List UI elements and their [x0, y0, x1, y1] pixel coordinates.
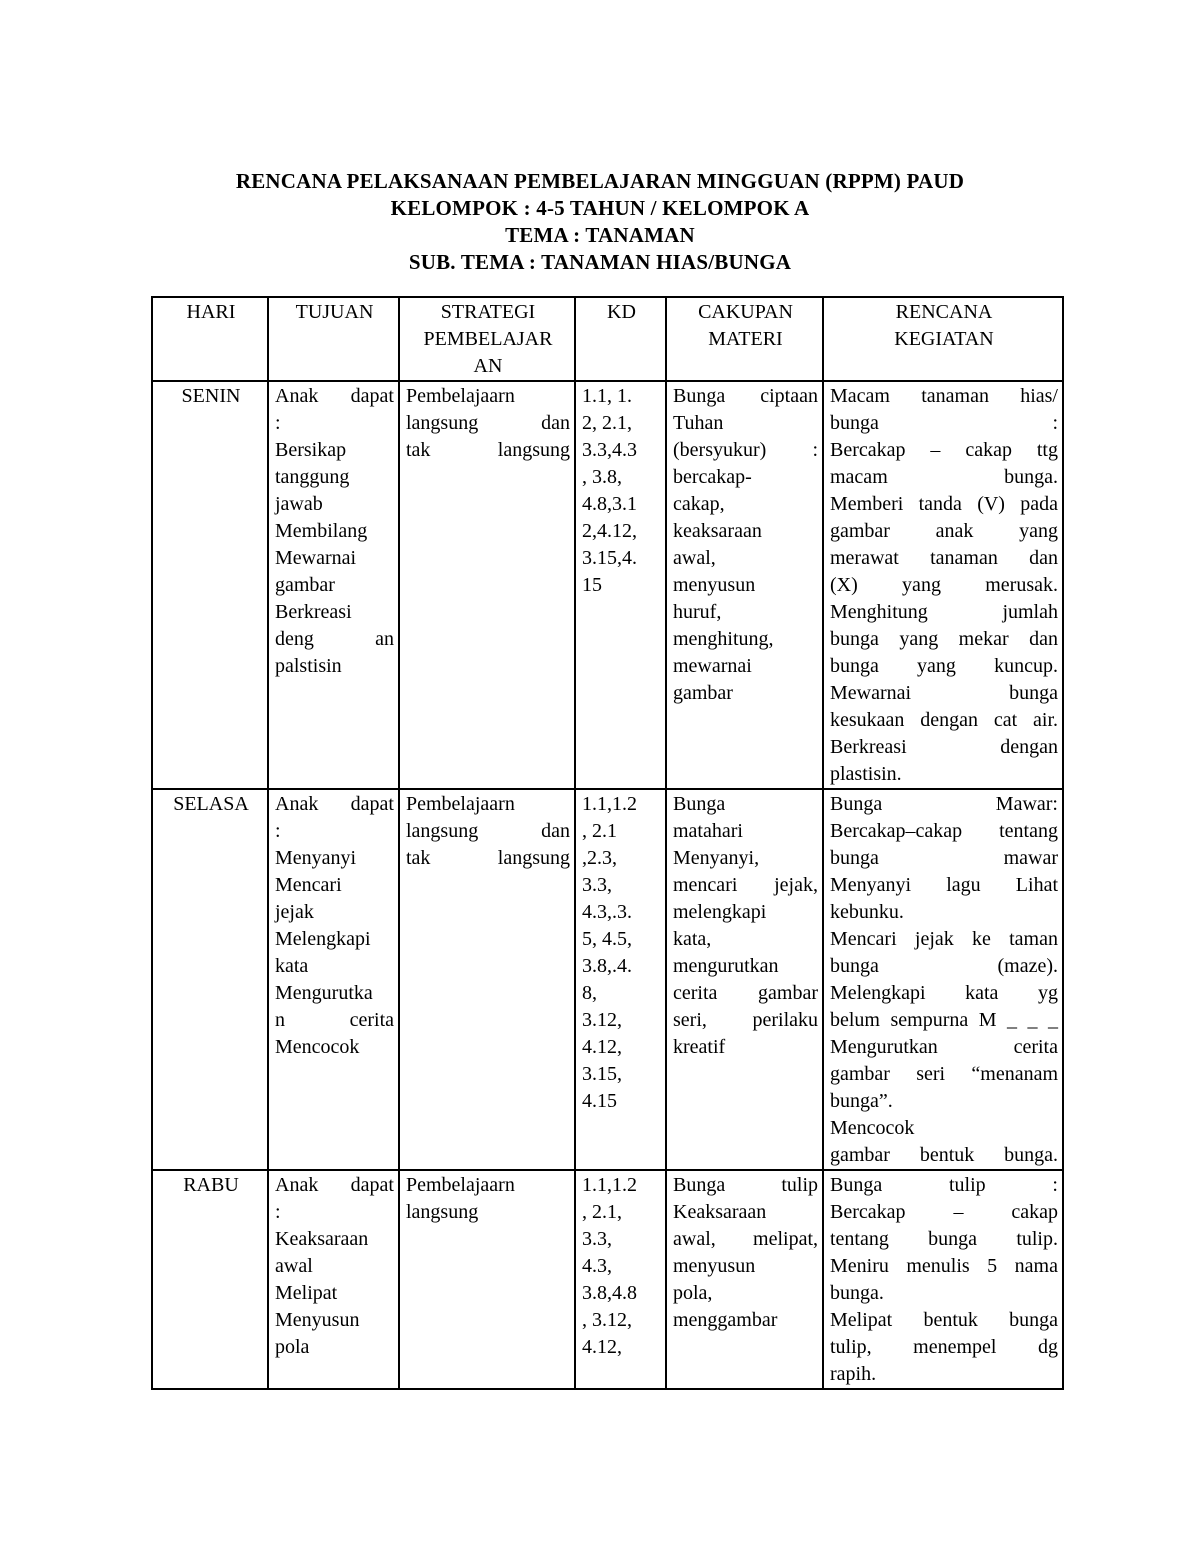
kd-line: 8,: [582, 982, 597, 1004]
cell-strategi: [399, 381, 575, 789]
rencana-line: tulip, menempel dg: [830, 1336, 1058, 1358]
tujuan-line: pola: [275, 1336, 310, 1358]
tujuan-line: Melipat: [275, 1282, 338, 1304]
kd-line: 4.3,.3.: [582, 901, 632, 923]
tujuan-line: gambar: [275, 574, 335, 596]
rencana-line: rapih.: [830, 1363, 877, 1385]
cakupan-line: Bunga ciptaan: [673, 385, 818, 407]
rencana-line: Bunga tulip :: [830, 1174, 1058, 1196]
rencana-line: Macam tanaman hias/: [830, 385, 1058, 407]
kd-line: 5, 4.5,: [582, 928, 632, 950]
kd-line: 4.3,: [582, 1255, 612, 1277]
rencana-line: Melipat bentuk bunga: [830, 1309, 1058, 1331]
cell-hari: RABU: [152, 1170, 268, 1389]
cakupan-line: menggambar: [673, 1309, 778, 1331]
cell-kd: [575, 789, 666, 1170]
tujuan-line: jawab: [275, 493, 323, 515]
kd-line: 1.1,1.2: [582, 1174, 637, 1196]
kd-line: 3.12,: [582, 1009, 622, 1031]
rencana-line: kesukaan dengan cat air.: [830, 709, 1058, 731]
cakupan-line: Menyanyi,: [673, 847, 760, 869]
tujuan-line: awal: [275, 1255, 313, 1277]
table-row: [152, 789, 1063, 1170]
kd-line: 2,4.12,: [582, 520, 637, 542]
rppm-table: [151, 296, 1064, 1390]
tujuan-line: kata: [275, 955, 309, 977]
cell-cakupan: [666, 381, 823, 789]
tujuan-line: Anak dapat: [275, 793, 394, 815]
cakupan-line: awal,: [673, 547, 716, 569]
cakupan-line: mengurutkan: [673, 955, 779, 977]
rencana-line: Mewarnai bunga: [830, 682, 1058, 704]
kd-line: , 3.12,: [582, 1309, 632, 1331]
kd-line: 4.15: [582, 1090, 617, 1112]
tujuan-line: palstisin: [275, 655, 342, 677]
cakupan-line: cakap,: [673, 493, 725, 515]
cakupan-line: Bunga tulip: [673, 1174, 818, 1196]
rencana-line: Bunga Mawar:: [830, 793, 1058, 815]
tujuan-line: Keaksaraan: [275, 1228, 369, 1250]
rencana-line: belum sempurna M _ _ _: [830, 1009, 1058, 1031]
cakupan-line: gambar: [673, 682, 733, 704]
header-strategi: STRATEGI PEMBELAJAR AN: [399, 297, 575, 381]
tujuan-line: Mencocok: [275, 1036, 360, 1058]
cakupan-line: melengkapi: [673, 901, 767, 923]
rencana-line: Mencari jejak ke taman: [830, 928, 1058, 950]
cakupan-line: bercakap-: [673, 466, 752, 488]
title-line-3: TEMA : TANAMAN: [505, 223, 695, 247]
rencana-line: Bercakap – cakap: [830, 1201, 1058, 1223]
cakupan-line: Bunga: [673, 793, 726, 815]
cell-strategi: [399, 1170, 575, 1389]
rencana-line: gambar seri “menanam: [830, 1063, 1058, 1085]
rencana-line: Mencocok: [830, 1117, 915, 1139]
tujuan-line: jejak: [275, 901, 314, 923]
header-cakupan: CAKUPAN MATERI: [666, 297, 823, 381]
kd-line: , 2.1,: [582, 1201, 622, 1223]
strategi-line: tak langsung: [406, 847, 570, 869]
cakupan-line: keaksaraan: [673, 520, 762, 542]
cakupan-line: mencari jejak,: [673, 874, 818, 896]
rencana-line: Mengurutkan cerita: [830, 1036, 1058, 1058]
cakupan-line: seri, perilaku: [673, 1009, 818, 1031]
rencana-line: bunga yang mekar dan: [830, 628, 1058, 650]
rencana-line: Memberi tanda (V) pada: [830, 493, 1058, 515]
table-header-row: [152, 297, 1063, 381]
tujuan-line: :: [275, 412, 281, 434]
rencana-line: Bercakap – cakap ttg: [830, 439, 1058, 461]
tujuan-line: Berkreasi: [275, 601, 352, 623]
cakupan-line: mewarnai: [673, 655, 752, 677]
rencana-line: Berkreasi dengan: [830, 736, 1058, 758]
cell-kd: [575, 381, 666, 789]
tujuan-line: :: [275, 1201, 281, 1223]
cell-tujuan: [268, 1170, 399, 1389]
rencana-line: macam bunga.: [830, 466, 1058, 488]
cakupan-line: huruf,: [673, 601, 722, 623]
tujuan-line: Membilang: [275, 520, 368, 542]
kd-line: 3.3,4.3: [582, 439, 637, 461]
kd-line: 1.1, 1.: [582, 385, 632, 407]
rencana-line: Menyanyi lagu Lihat: [830, 874, 1058, 896]
cakupan-line: menyusun: [673, 1255, 756, 1277]
rencana-line: bunga”.: [830, 1090, 893, 1112]
header-tujuan: TUJUAN: [268, 297, 399, 381]
tujuan-line: :: [275, 820, 281, 842]
tujuan-line: n cerita: [275, 1009, 394, 1031]
rencana-line: gambar bentuk bunga.: [830, 1144, 1058, 1166]
title-line-2: KELOMPOK : 4-5 TAHUN / KELOMPOK A: [390, 196, 810, 220]
cakupan-line: (bersyukur) :: [673, 439, 818, 461]
cell-tujuan: [268, 381, 399, 789]
kd-line: 2, 2.1,: [582, 412, 632, 434]
tujuan-line: Menyusun: [275, 1309, 360, 1331]
kd-line: 1.1,1.2: [582, 793, 637, 815]
tujuan-line: Mewarnai: [275, 547, 357, 569]
cakupan-line: pola,: [673, 1282, 713, 1304]
cakupan-line: matahari: [673, 820, 743, 842]
kd-line: , 2.1: [582, 820, 617, 842]
cell-cakupan: [666, 1170, 823, 1389]
rencana-line: gambar anak yang: [830, 520, 1058, 542]
cell-rencana: [823, 789, 1063, 1170]
cell-cakupan: [666, 789, 823, 1170]
kd-line: 4.8,3.1: [582, 493, 637, 515]
kd-line: 3.8,4.8: [582, 1282, 637, 1304]
kd-line: 15: [582, 574, 602, 596]
rencana-line: kebunku.: [830, 901, 904, 923]
cell-tujuan: [268, 789, 399, 1170]
tujuan-line: Mencari: [275, 874, 342, 896]
rencana-line: Meniru menulis 5 nama: [830, 1255, 1058, 1277]
tujuan-line: Anak dapat: [275, 1174, 394, 1196]
kd-line: 3.8,.4.: [582, 955, 632, 977]
kd-line: 3.15,4.: [582, 547, 637, 569]
tujuan-line: Bersikap: [275, 439, 347, 461]
kd-line: , 3.8,: [582, 466, 622, 488]
cell-strategi: [399, 789, 575, 1170]
rencana-line: Melengkapi kata yg: [830, 982, 1058, 1004]
tujuan-line: tanggung: [275, 466, 350, 488]
cakupan-line: kata,: [673, 928, 712, 950]
tujuan-line: Melengkapi: [275, 928, 371, 950]
strategi-line: Pembelajaarn: [406, 385, 515, 407]
document-title: [0, 168, 1200, 276]
cakupan-line: Keaksaraan: [673, 1201, 767, 1223]
cakupan-line: kreatif: [673, 1036, 726, 1058]
strategi-line: langsung dan: [406, 412, 570, 434]
kd-line: 4.12,: [582, 1336, 622, 1358]
cell-hari: SELASA: [152, 789, 268, 1170]
table-row: [152, 1170, 1063, 1389]
rencana-line: tentang bunga tulip.: [830, 1228, 1058, 1250]
table-row: [152, 381, 1063, 789]
kd-line: ,2.3,: [582, 847, 617, 869]
cell-kd: [575, 1170, 666, 1389]
rencana-line: Bercakap–cakap tentang: [830, 820, 1058, 842]
kd-line: 4.12,: [582, 1036, 622, 1058]
cakupan-line: menyusun: [673, 574, 756, 596]
cakupan-line: cerita gambar: [673, 982, 818, 1004]
kd-line: 3.15,: [582, 1063, 622, 1085]
rencana-line: bunga.: [830, 1282, 884, 1304]
rencana-line: merawat tanaman dan: [830, 547, 1058, 569]
tujuan-line: deng an: [275, 628, 394, 650]
strategi-line: Pembelajaarn: [406, 1174, 515, 1196]
rencana-line: bunga :: [830, 412, 1058, 434]
cell-hari: SENIN: [152, 381, 268, 789]
cakupan-line: awal, melipat,: [673, 1228, 818, 1250]
tujuan-line: Anak dapat: [275, 385, 394, 407]
rencana-line: plastisin.: [830, 763, 902, 785]
rencana-line: bunga yang kuncup.: [830, 655, 1058, 677]
cakupan-line: menghitung,: [673, 628, 774, 650]
title-line-4: SUB. TEMA : TANAMAN HIAS/BUNGA: [408, 250, 792, 274]
strategi-line: langsung: [406, 1201, 479, 1223]
cell-rencana: [823, 381, 1063, 789]
rencana-line: (X) yang merusak.: [830, 574, 1058, 596]
title-line-1: RENCANA PELAKSANAAN PEMBELAJARAN MINGGUAN (RPPM) PAUD: [235, 169, 965, 193]
cell-rencana: [823, 1170, 1063, 1389]
strategi-line: langsung dan: [406, 820, 570, 842]
rencana-line: Menghitung jumlah: [830, 601, 1058, 623]
tujuan-line: Mengurutka: [275, 982, 373, 1004]
strategi-line: Pembelajaarn: [406, 793, 515, 815]
rencana-line: bunga (maze).: [830, 955, 1058, 977]
rencana-line: bunga mawar: [830, 847, 1058, 869]
kd-line: 3.3,: [582, 1228, 612, 1250]
cakupan-line: Tuhan: [673, 412, 724, 434]
kd-line: 3.3,: [582, 874, 612, 896]
header-kd: KD: [575, 297, 666, 381]
tujuan-line: Menyanyi: [275, 847, 357, 869]
header-hari: HARI: [152, 297, 268, 381]
header-rencana: RENCANA KEGIATAN: [823, 297, 1063, 381]
strategi-line: tak langsung: [406, 439, 570, 461]
